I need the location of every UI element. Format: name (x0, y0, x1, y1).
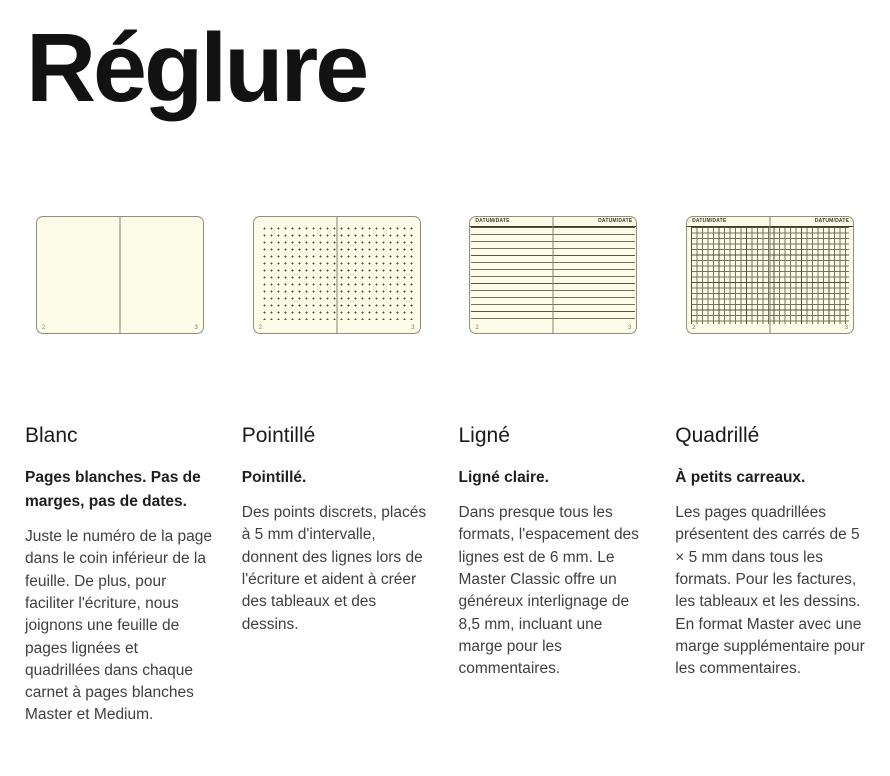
date-label-right: DATUM/DATE (598, 217, 633, 224)
notebook-spine (553, 217, 554, 333)
column-subhead: À petits carreaux. (675, 468, 806, 486)
ruling-section (0, 216, 890, 727)
page-number-left: 2 (41, 324, 46, 331)
column-body: Des points discrets, placés à 5 mm d'intervalle, donnent des lignes lors de l'écriture et aident à créer des tableaux et des dessins. (241, 503, 427, 633)
page-number-left: 2 (258, 324, 262, 331)
notebook-spread-lines (469, 216, 637, 334)
ruling-sample-lines (459, 216, 649, 334)
column-heading: Quadrillé (675, 423, 760, 447)
page-title: Réglure (26, 13, 367, 122)
date-label-left: DATUM/DATE (692, 217, 727, 224)
column-quadrille (675, 216, 865, 727)
page-number-right: 3 (628, 324, 632, 331)
column-ligne (459, 216, 649, 727)
page-number-left: 2 (692, 324, 696, 331)
column-subhead: Pointillé. (241, 468, 307, 486)
page-number-right: 3 (844, 324, 849, 331)
page-number-right: 3 (411, 324, 415, 331)
column-heading: Pointillé (241, 423, 316, 447)
page-header (0, 0, 890, 121)
notebook-spread-grid (686, 216, 854, 334)
page-number-right: 3 (194, 324, 198, 331)
column-blanc (25, 216, 215, 727)
date-label-left: DATUM/DATE (475, 217, 510, 224)
notebook-spine (119, 217, 120, 333)
ruling-sample-grid (675, 216, 865, 334)
column-heading: Blanc (25, 423, 78, 447)
ruling-sample-dots (242, 216, 432, 334)
column-pointille (242, 216, 432, 727)
date-label-right: DATUM/DATE (814, 217, 850, 224)
notebook-spread-dots (253, 216, 421, 334)
column-subhead: Pages blanches. Pas de marges, pas de dates. (25, 468, 201, 510)
column-subhead: Ligné claire. (458, 468, 549, 486)
ruling-sample-blank (25, 216, 215, 334)
ruling-columns (0, 216, 890, 727)
column-body: Dans presque tous les formats, l'espacement des lignes est de 6 mm. Le Master Classic offre un généreux interlignage de 8,5 mm, incluant une marge pour les commentaires. (458, 503, 639, 678)
column-heading: Ligné (458, 423, 510, 447)
column-body: Les pages quadrillées présentent des carrés de 5 × 5 mm dans tous les formats. Pour les factures, les tableaux et les dessins. En format Master avec une marge supplémentaire pour les commentaires. (675, 503, 865, 678)
notebook-spine (770, 217, 771, 333)
column-body: Juste le numéro de la page dans le coin inférieur de la feuille. De plus, pour faciliter l'écriture, nous joignons une feuille de pages lignées et quadrillées dans chaque carnet à pages blanches Master et Medium. (25, 527, 212, 724)
notebook-spread-blank (36, 216, 204, 334)
page-number-left: 2 (475, 324, 479, 331)
notebook-spine (336, 217, 337, 333)
